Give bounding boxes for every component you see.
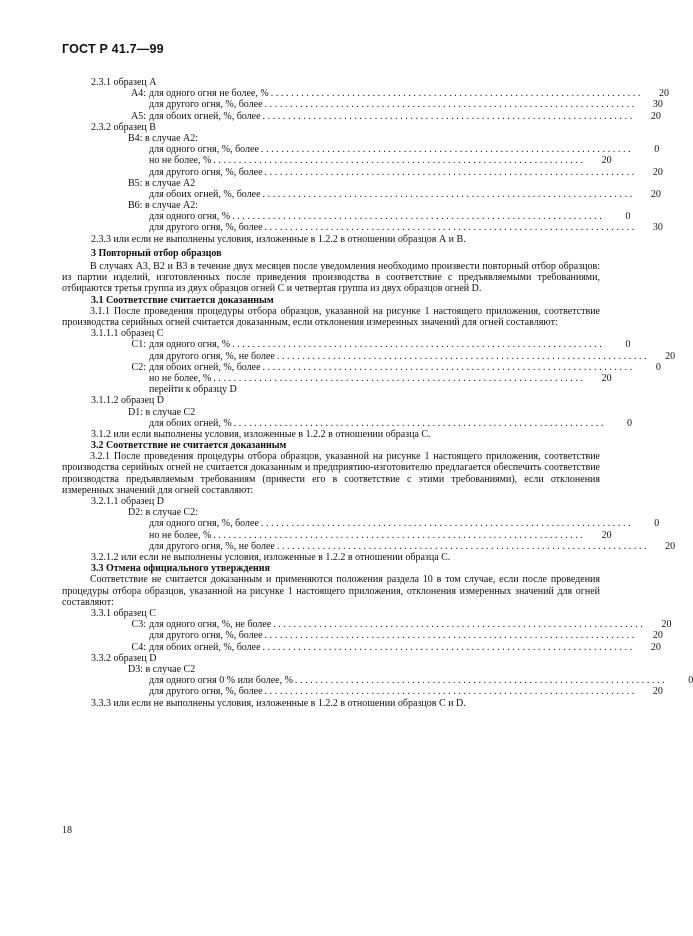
document-body bbox=[62, 77, 693, 709]
row-c4: С4: для обоих огней, %, более ......................................................................... 20 bbox=[131, 641, 661, 653]
section-3-2-title: 3.2 Соответствие не считается доказанным bbox=[91, 440, 287, 452]
clause-3-1-2: 3.1.2 или если выполнены условия, изложенные в 1.2.2 в отношении образца С. bbox=[91, 428, 431, 440]
clause-3-3-1: 3.3.1 образец С bbox=[91, 608, 156, 619]
clause-3-3-2: 3.3.2 образец D bbox=[91, 652, 157, 664]
clause-3-1-1-1: 3.1.1.1 образец С bbox=[91, 328, 164, 340]
code-a4: А4: bbox=[131, 88, 146, 100]
row-c1-other: для другого огня, %, не более ......................................................................... 20 bbox=[149, 350, 676, 362]
page-header: ГОСТ Р 41.7—99 bbox=[62, 42, 164, 56]
row-d2-max: но не более, % ......................................................................... 20 bbox=[149, 529, 612, 541]
row-b4-one: для одного огня, %, более ......................................................................... 0 bbox=[149, 144, 660, 156]
row-d2-other: для другого огня, %, не более ......................................................................... 20 bbox=[149, 540, 676, 552]
page-number: 18 bbox=[62, 825, 72, 836]
case-d1: D1: в случае С2 bbox=[128, 406, 196, 418]
section-3-paragraph: В случаях А3, В2 и В3 в течение двух месяцев после уведомления необходимо произвести повторный отбор образцов: из партии изделий, изготовленных после приведения производства в соответствие с предъявляемыми требованиями, отбираются третья группа из двух образцов огней С и четвертая группа из двух образцов огней D. bbox=[62, 261, 600, 295]
clause-3-2-1-2: 3.2.1.2 или если не выполнены условия, изложенные в 1.2.2 в отношении образца С. bbox=[91, 552, 451, 564]
section-3-3-title: 3.3 Отмена официального утверждения bbox=[91, 563, 270, 575]
section-3-3-paragraph: Соответствие не считается доказанным и применяются положения раздела 10 в том случае, если после проведения процедуры отбора образцов, указанной на рисунке 1 настоящего приложения, отклонения измеренных значений для огней составляют: bbox=[62, 574, 600, 608]
row-c3-other: для другого огня, %, более ......................................................................... 20 bbox=[149, 630, 663, 642]
section-3-1-title: 3.1 Соответствие считается доказанным bbox=[91, 294, 274, 306]
case-d2: D2: в случае С2: bbox=[128, 507, 199, 519]
clause-3-1-1: 3.1.1 После проведения процедуры отбора образцов, указанной на рисунке 1 настоящего приложения, соответствие производства серийных огней считается доказанным, если отклонения измеренных значений для огней составляют: bbox=[62, 305, 600, 328]
case-d3: D3: в случае С2 bbox=[128, 663, 196, 675]
row-d3-one: для одного огня 0 % или более, % ......................................................................... 0 bbox=[149, 675, 693, 687]
clause-2-3-1: 2.3.1 образец А bbox=[91, 77, 157, 88]
section-3-title: 3 Повторный отбор образцов bbox=[91, 247, 222, 259]
row-c2-max: но не более, % ......................................................................... 20 bbox=[149, 372, 612, 384]
case-b5: В5: в случае А2 bbox=[128, 177, 196, 189]
row-c1: С1: для одного огня, % ......................................................................... 0 bbox=[131, 339, 631, 351]
clause-3-2-1: 3.2.1 После проведения процедуры отбора образцов, указанной на рисунке 1 настоящего приложения, соответствие производства серийных огней не считается доказанным и предприятию-изготовителю предлагается обеспечить соответствие производства предъявляемым требованиям (привести его в соответствие с этими требованиями), если отклонения измеренных значений для огней составляют: bbox=[62, 451, 600, 496]
clause-2-3-2: 2.3.2 образец В bbox=[91, 121, 156, 133]
goto-sample-d: перейти к образцу D bbox=[149, 384, 237, 396]
row-b6-one: для одного огня, % ......................................................................... 0 bbox=[149, 211, 631, 223]
row-a5: А5: для обоих огней, %, более ......................................................................... 20 bbox=[62, 111, 600, 122]
case-b4: В4: в случае А2: bbox=[128, 132, 199, 144]
code-a5: А5: bbox=[131, 110, 146, 122]
clause-3-3-3: 3.3.3 или если не выполнены условия, изложенные в 1.2.2 в отношении образцов С и D. bbox=[91, 697, 466, 709]
row-c2: С2: для обоих огней, %, более ......................................................................... 0 bbox=[131, 361, 661, 373]
clause-3-2-1-1: 3.2.1.1 образец D bbox=[91, 496, 164, 508]
row-d1-both: для обоих огней, % ......................................................................... 0 bbox=[149, 417, 633, 429]
row-b5-both: для обоих огней, %, более ......................................................................... 20 bbox=[149, 188, 661, 200]
row-b6-other: для другого огня, %, более ......................................................................... 30 bbox=[149, 222, 663, 234]
row-b4-max: но не более, % ......................................................................... 20 bbox=[149, 155, 612, 167]
row-a4: А4: для одного огня не более, % ......................................................................... 20 bbox=[62, 88, 600, 99]
case-b6: В6: в случае А2: bbox=[128, 200, 199, 212]
clause-2-3-3: 2.3.3 или если не выполнены условия, изложенные в 1.2.2 в отношении образцов А и В. bbox=[91, 233, 466, 245]
row-d2-one: для одного огня, %, более ......................................................................... 0 bbox=[149, 518, 660, 530]
row-c3: С3: для одного огня, %, не более ......................................................................... 20 bbox=[131, 619, 672, 631]
row-d3-other: для другого огня, %, более ......................................................................... 20 bbox=[149, 686, 663, 698]
row-a4-other: для другого огня, %, более ......................................................................... 30 bbox=[149, 99, 663, 111]
clause-3-1-1-2: 3.1.1.2 образец D bbox=[91, 395, 164, 407]
row-b4-other: для другого огня, %, более ......................................................................... 20 bbox=[149, 166, 663, 178]
